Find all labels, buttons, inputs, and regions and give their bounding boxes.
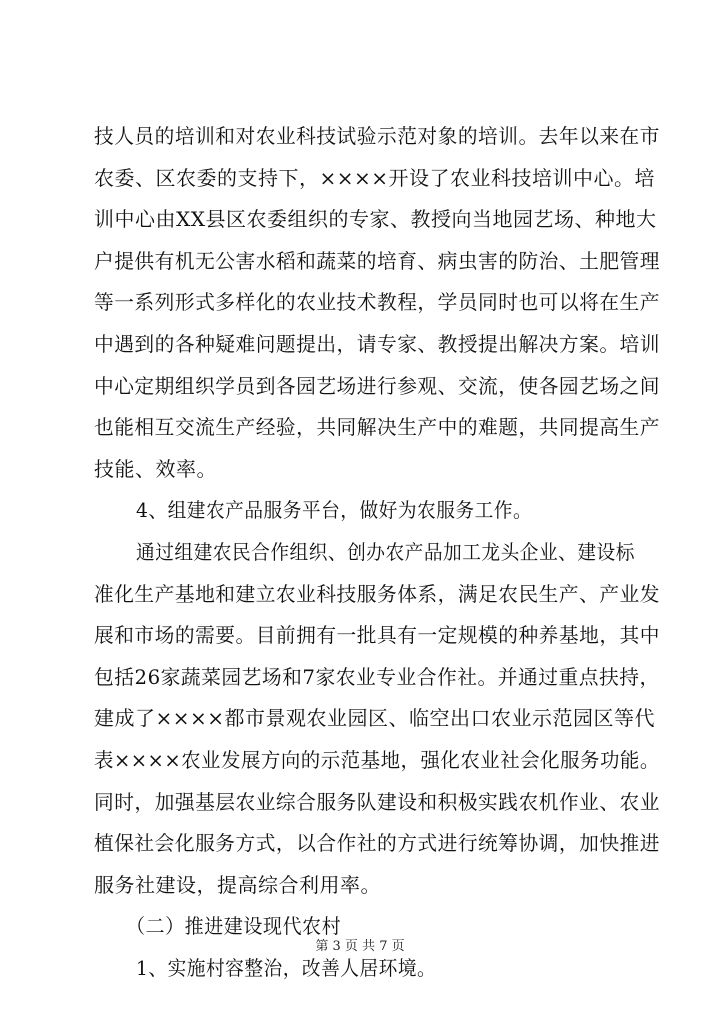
- text-line: 展和市场的需要。目前拥有一批具有一定规模的种养基地，其中: [94, 623, 660, 647]
- text-line: 同时，加强基层农业综合服务队建设和积极实践农机作业、农业: [94, 790, 660, 814]
- text-line: 准化生产基地和建立农业科技服务体系，满足农民生产、产业发: [94, 582, 660, 606]
- text-line: 技能、效率。: [94, 457, 217, 481]
- text-line: 技人员的培训和对农业科技试验示范对象的培训。去年以来在市: [94, 124, 660, 148]
- section-heading: 4、组建农产品服务平台，做好为农服务工作。: [136, 498, 533, 522]
- text-line: 农委、区农委的支持下，××××开设了农业科技培训中心。培: [94, 166, 656, 190]
- text-line: 包括26家蔬菜园艺场和7家农业专业合作社。并通过重点扶持，: [94, 665, 660, 689]
- text-line: 户提供有机无公害水稻和蔬菜的培育、病虫害的防治、土肥管理: [94, 249, 660, 273]
- text-line: 服务社建设，提高综合利用率。: [94, 873, 381, 897]
- text-line: 也能相互交流生产经验，共同解决生产中的难题，共同提高生产: [94, 415, 660, 439]
- text-line: 中遇到的各种疑难问题提出，请专家、教授提出解决方案。培训: [94, 332, 660, 356]
- text-line: 中心定期组织学员到各园艺场进行参观、交流，使各园艺场之间: [94, 374, 660, 398]
- text-line: 训中心由XX县区农委组织的专家、教授向当地园艺场、种地大: [94, 207, 657, 231]
- text-line: 通过组建农民合作组织、创办农产品加工龙头企业、建设标: [136, 540, 635, 564]
- text-line: 建成了××××都市景观农业园区、临空出口农业示范园区等代: [94, 706, 656, 730]
- text-line: 表××××农业发展方向的示范基地，强化农业社会化服务功能。: [94, 748, 660, 772]
- page-footer: 第 3 页 共 7 页: [315, 939, 405, 954]
- section-heading: （二）推进建设现代农村: [126, 914, 342, 938]
- section-heading: 1、实施村容整治，改善人居环境。: [136, 956, 437, 980]
- text-line: 等一系列形式多样化的农业技术教程，学员同时也可以将在生产: [94, 290, 660, 314]
- text-line: 植保社会化服务方式，以合作社的方式进行统筹协调，加快推进: [94, 831, 660, 855]
